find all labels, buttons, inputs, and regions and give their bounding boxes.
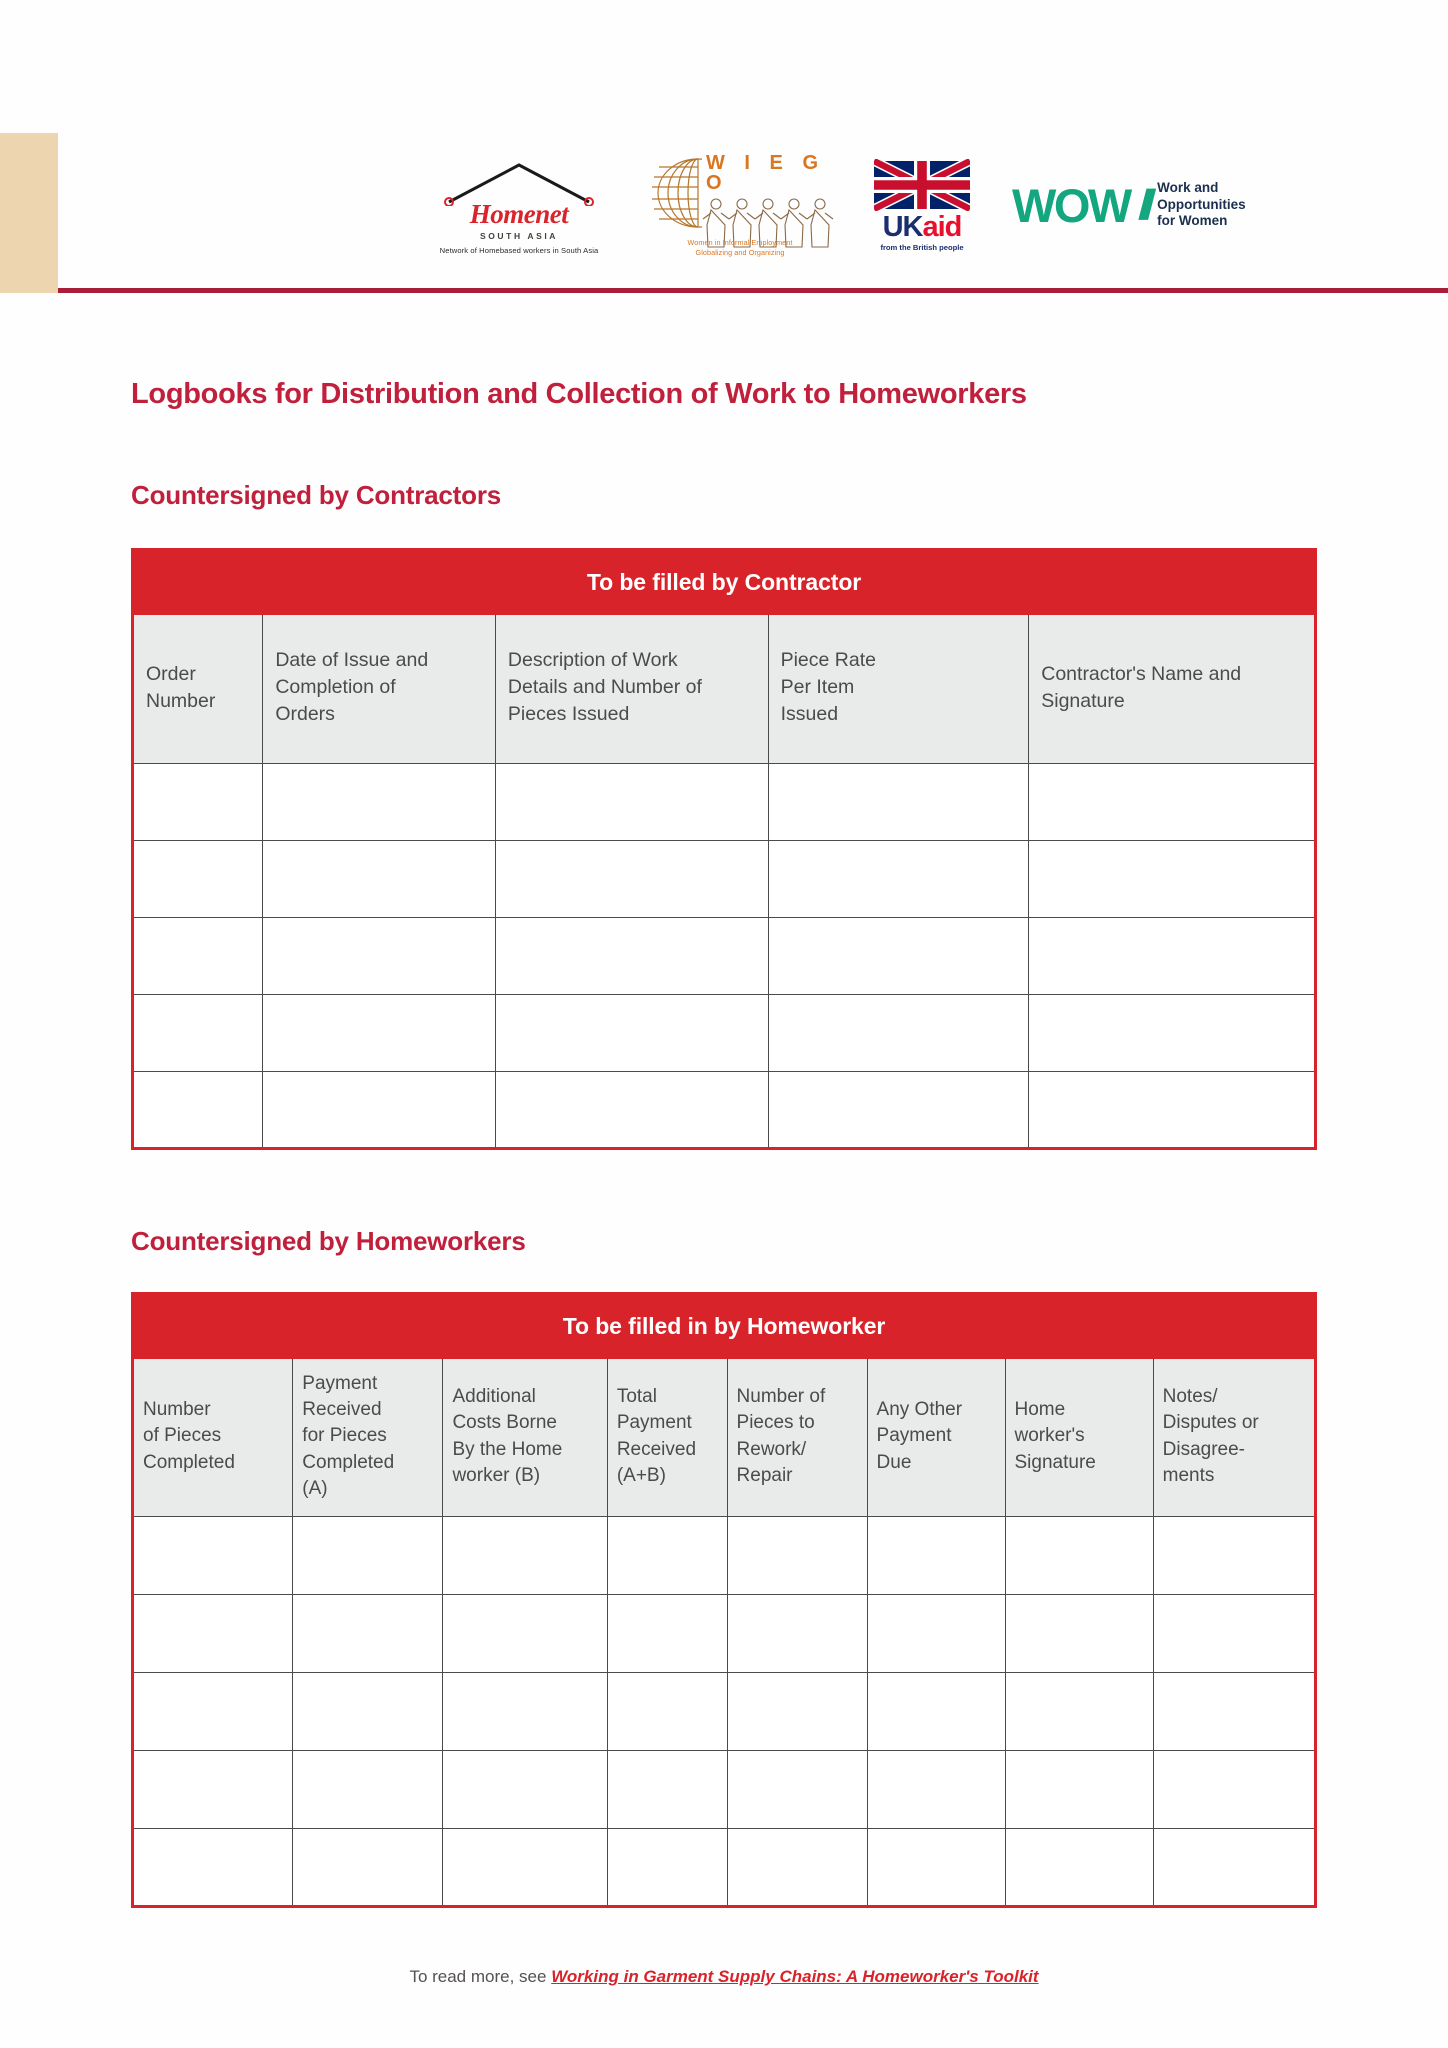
table-cell[interactable]: [1029, 763, 1316, 840]
table-cell[interactable]: [768, 763, 1029, 840]
table-row: [133, 917, 1316, 994]
homeworker-logbook-table: [131, 1292, 1317, 1908]
column-header-pieces-to-rework: Number of Pieces to Rework/ Repair: [727, 1359, 867, 1517]
table-cell[interactable]: [293, 1673, 443, 1751]
table-cell[interactable]: [133, 763, 263, 840]
page-title: Logbooks for Distribution and Collection of Work to Homeworkers: [131, 378, 1027, 410]
table-cell[interactable]: [1153, 1517, 1315, 1595]
table-cell[interactable]: [1029, 994, 1316, 1071]
table-cell[interactable]: [133, 1517, 293, 1595]
column-header-description-of-work: Description of Work Details and Number of Pieces Issued: [495, 615, 768, 763]
wow-tagline-line2: Opportunities: [1157, 196, 1246, 212]
table-cell[interactable]: [867, 1673, 1005, 1751]
ukaid-wordmark: [872, 210, 972, 243]
table-cell[interactable]: [867, 1517, 1005, 1595]
table-cell[interactable]: [1005, 1751, 1153, 1829]
table-row: [133, 1517, 1316, 1595]
table-cell[interactable]: [133, 1071, 263, 1148]
table-cell[interactable]: [443, 1517, 607, 1595]
table-cell[interactable]: [1153, 1673, 1315, 1751]
table-cell[interactable]: [607, 1673, 727, 1751]
table-cell[interactable]: [293, 1595, 443, 1673]
table-cell[interactable]: [495, 917, 768, 994]
table-cell[interactable]: [1005, 1673, 1153, 1751]
table-cell[interactable]: [1029, 917, 1316, 994]
partner-logo-strip: [430, 140, 1330, 270]
table-cell[interactable]: [263, 917, 496, 994]
table-row: [133, 763, 1316, 840]
table-cell[interactable]: [133, 1673, 293, 1751]
table-cell[interactable]: [443, 1673, 607, 1751]
table-cell[interactable]: [727, 1595, 867, 1673]
wow-slashes-icon: //: [1137, 181, 1150, 228]
table-cell[interactable]: [293, 1751, 443, 1829]
wiego-logo: [642, 153, 838, 257]
table-cell[interactable]: [768, 1071, 1029, 1148]
globe-icon: [642, 153, 702, 233]
table-cell[interactable]: [133, 1751, 293, 1829]
column-header-date-of-issue: Date of Issue and Completion of Orders: [263, 615, 496, 763]
wiego-tagline-line1: Women in Informal Employment: [687, 238, 793, 247]
wow-logo: [1012, 178, 1246, 232]
table-cell[interactable]: [443, 1829, 607, 1907]
table-cell[interactable]: [607, 1751, 727, 1829]
table-cell[interactable]: [867, 1751, 1005, 1829]
table-cell[interactable]: [443, 1595, 607, 1673]
wow-tagline-line1: Work and: [1157, 180, 1219, 196]
table-cell[interactable]: [867, 1829, 1005, 1907]
table-banner-row: [133, 1294, 1316, 1360]
ukaid-tagline: from the British people: [880, 242, 964, 252]
footer-note: [0, 1967, 1448, 1987]
table-cell[interactable]: [263, 763, 496, 840]
table-banner-row: [133, 550, 1316, 616]
ukaid-word-aid: aid: [922, 210, 962, 243]
wiego-tagline-line2: Globalizing and Organizing: [695, 247, 785, 257]
contractor-table-banner: To be filled by Contractor: [133, 550, 1316, 616]
column-header-homeworker-signature: Home worker's Signature: [1005, 1359, 1153, 1517]
table-cell[interactable]: [263, 840, 496, 917]
union-jack-flag-icon: [872, 159, 972, 211]
table-row: [133, 840, 1316, 917]
column-header-order-number: Order Number: [133, 615, 263, 763]
table-cell[interactable]: [1005, 1829, 1153, 1907]
table-cell[interactable]: [1153, 1829, 1315, 1907]
column-header-additional-costs: Additional Costs Borne By the Home worker (B): [443, 1359, 607, 1517]
table-cell[interactable]: [263, 994, 496, 1071]
column-header-any-other-payment-due: Any Other Payment Due: [867, 1359, 1005, 1517]
table-cell[interactable]: [1029, 1071, 1316, 1148]
table-cell[interactable]: [1153, 1595, 1315, 1673]
table-cell[interactable]: [133, 994, 263, 1071]
table-cell[interactable]: [768, 917, 1029, 994]
header-divider-rule: [58, 288, 1448, 293]
homeworker-table-banner: To be filled in by Homeworker: [133, 1294, 1316, 1360]
table-cell[interactable]: [293, 1829, 443, 1907]
table-cell[interactable]: [1153, 1751, 1315, 1829]
table-cell[interactable]: [495, 840, 768, 917]
table-header-row: [133, 615, 1316, 763]
table-cell[interactable]: [133, 1595, 293, 1673]
table-row: [133, 1595, 1316, 1673]
table-cell[interactable]: [727, 1673, 867, 1751]
homenet-tagline: Network of Homebased workers in South Asia: [439, 245, 599, 255]
ukaid-word-uk: UK: [882, 210, 923, 243]
wiego-wordmark: W I E G O: [706, 152, 825, 194]
column-header-contractor-signature: Contractor's Name and Signature: [1029, 615, 1316, 763]
table-cell[interactable]: [768, 994, 1029, 1071]
table-cell[interactable]: [1005, 1595, 1153, 1673]
table-cell[interactable]: [495, 763, 768, 840]
table-cell[interactable]: [607, 1829, 727, 1907]
table-cell[interactable]: [263, 1071, 496, 1148]
column-header-notes-disputes: Notes/ Disputes or Disagree- ments: [1153, 1359, 1315, 1517]
table-cell[interactable]: [607, 1595, 727, 1673]
table-cell[interactable]: [495, 1071, 768, 1148]
table-cell[interactable]: [727, 1751, 867, 1829]
homenet-roof-icon: [443, 160, 595, 206]
table-row: [133, 1673, 1316, 1751]
table-cell[interactable]: [1029, 840, 1316, 917]
table-cell[interactable]: [867, 1595, 1005, 1673]
table-row: [133, 1071, 1316, 1148]
contractor-logbook-table: [131, 548, 1317, 1150]
section-heading-contractors: Countersigned by Contractors: [131, 480, 501, 510]
homenet-region-label: SOUTH ASIA: [479, 230, 559, 241]
table-row: [133, 1751, 1316, 1829]
homenet-south-asia-logo: [430, 156, 608, 255]
table-cell[interactable]: [133, 1829, 293, 1907]
table-cell[interactable]: [768, 840, 1029, 917]
toolkit-link[interactable]: Working in Garment Supply Chains: A Homeworker's Toolkit: [551, 1967, 1039, 1986]
footer-prefix: To read more, see: [409, 1967, 552, 1986]
column-header-piece-rate: Piece Rate Per Item Issued: [768, 615, 1029, 763]
table-cell[interactable]: [495, 994, 768, 1071]
table-cell[interactable]: [133, 840, 263, 917]
table-cell[interactable]: [727, 1829, 867, 1907]
table-row: [133, 1829, 1316, 1907]
table-cell[interactable]: [133, 917, 263, 994]
ukaid-logo: [872, 159, 972, 252]
table-cell[interactable]: [443, 1751, 607, 1829]
table-cell[interactable]: [293, 1517, 443, 1595]
table-row: [133, 994, 1316, 1071]
table-header-row: [133, 1359, 1316, 1517]
column-header-payment-received: Payment Received for Pieces Completed (A): [293, 1359, 443, 1517]
wow-wordmark: WOW: [1012, 178, 1130, 232]
wow-tagline-line3: for Women: [1157, 213, 1228, 229]
wow-tagline: [1157, 180, 1246, 229]
table-cell[interactable]: [607, 1517, 727, 1595]
column-header-number-of-pieces-completed: Number of Pieces Completed: [133, 1359, 293, 1517]
table-cell[interactable]: [727, 1517, 867, 1595]
table-cell[interactable]: [1005, 1517, 1153, 1595]
tan-accent-block: [0, 133, 58, 293]
homenet-wordmark: Homenet: [469, 198, 569, 229]
section-heading-homeworkers: Countersigned by Homeworkers: [131, 1226, 526, 1256]
column-header-total-payment-received: Total Payment Received (A+B): [607, 1359, 727, 1517]
